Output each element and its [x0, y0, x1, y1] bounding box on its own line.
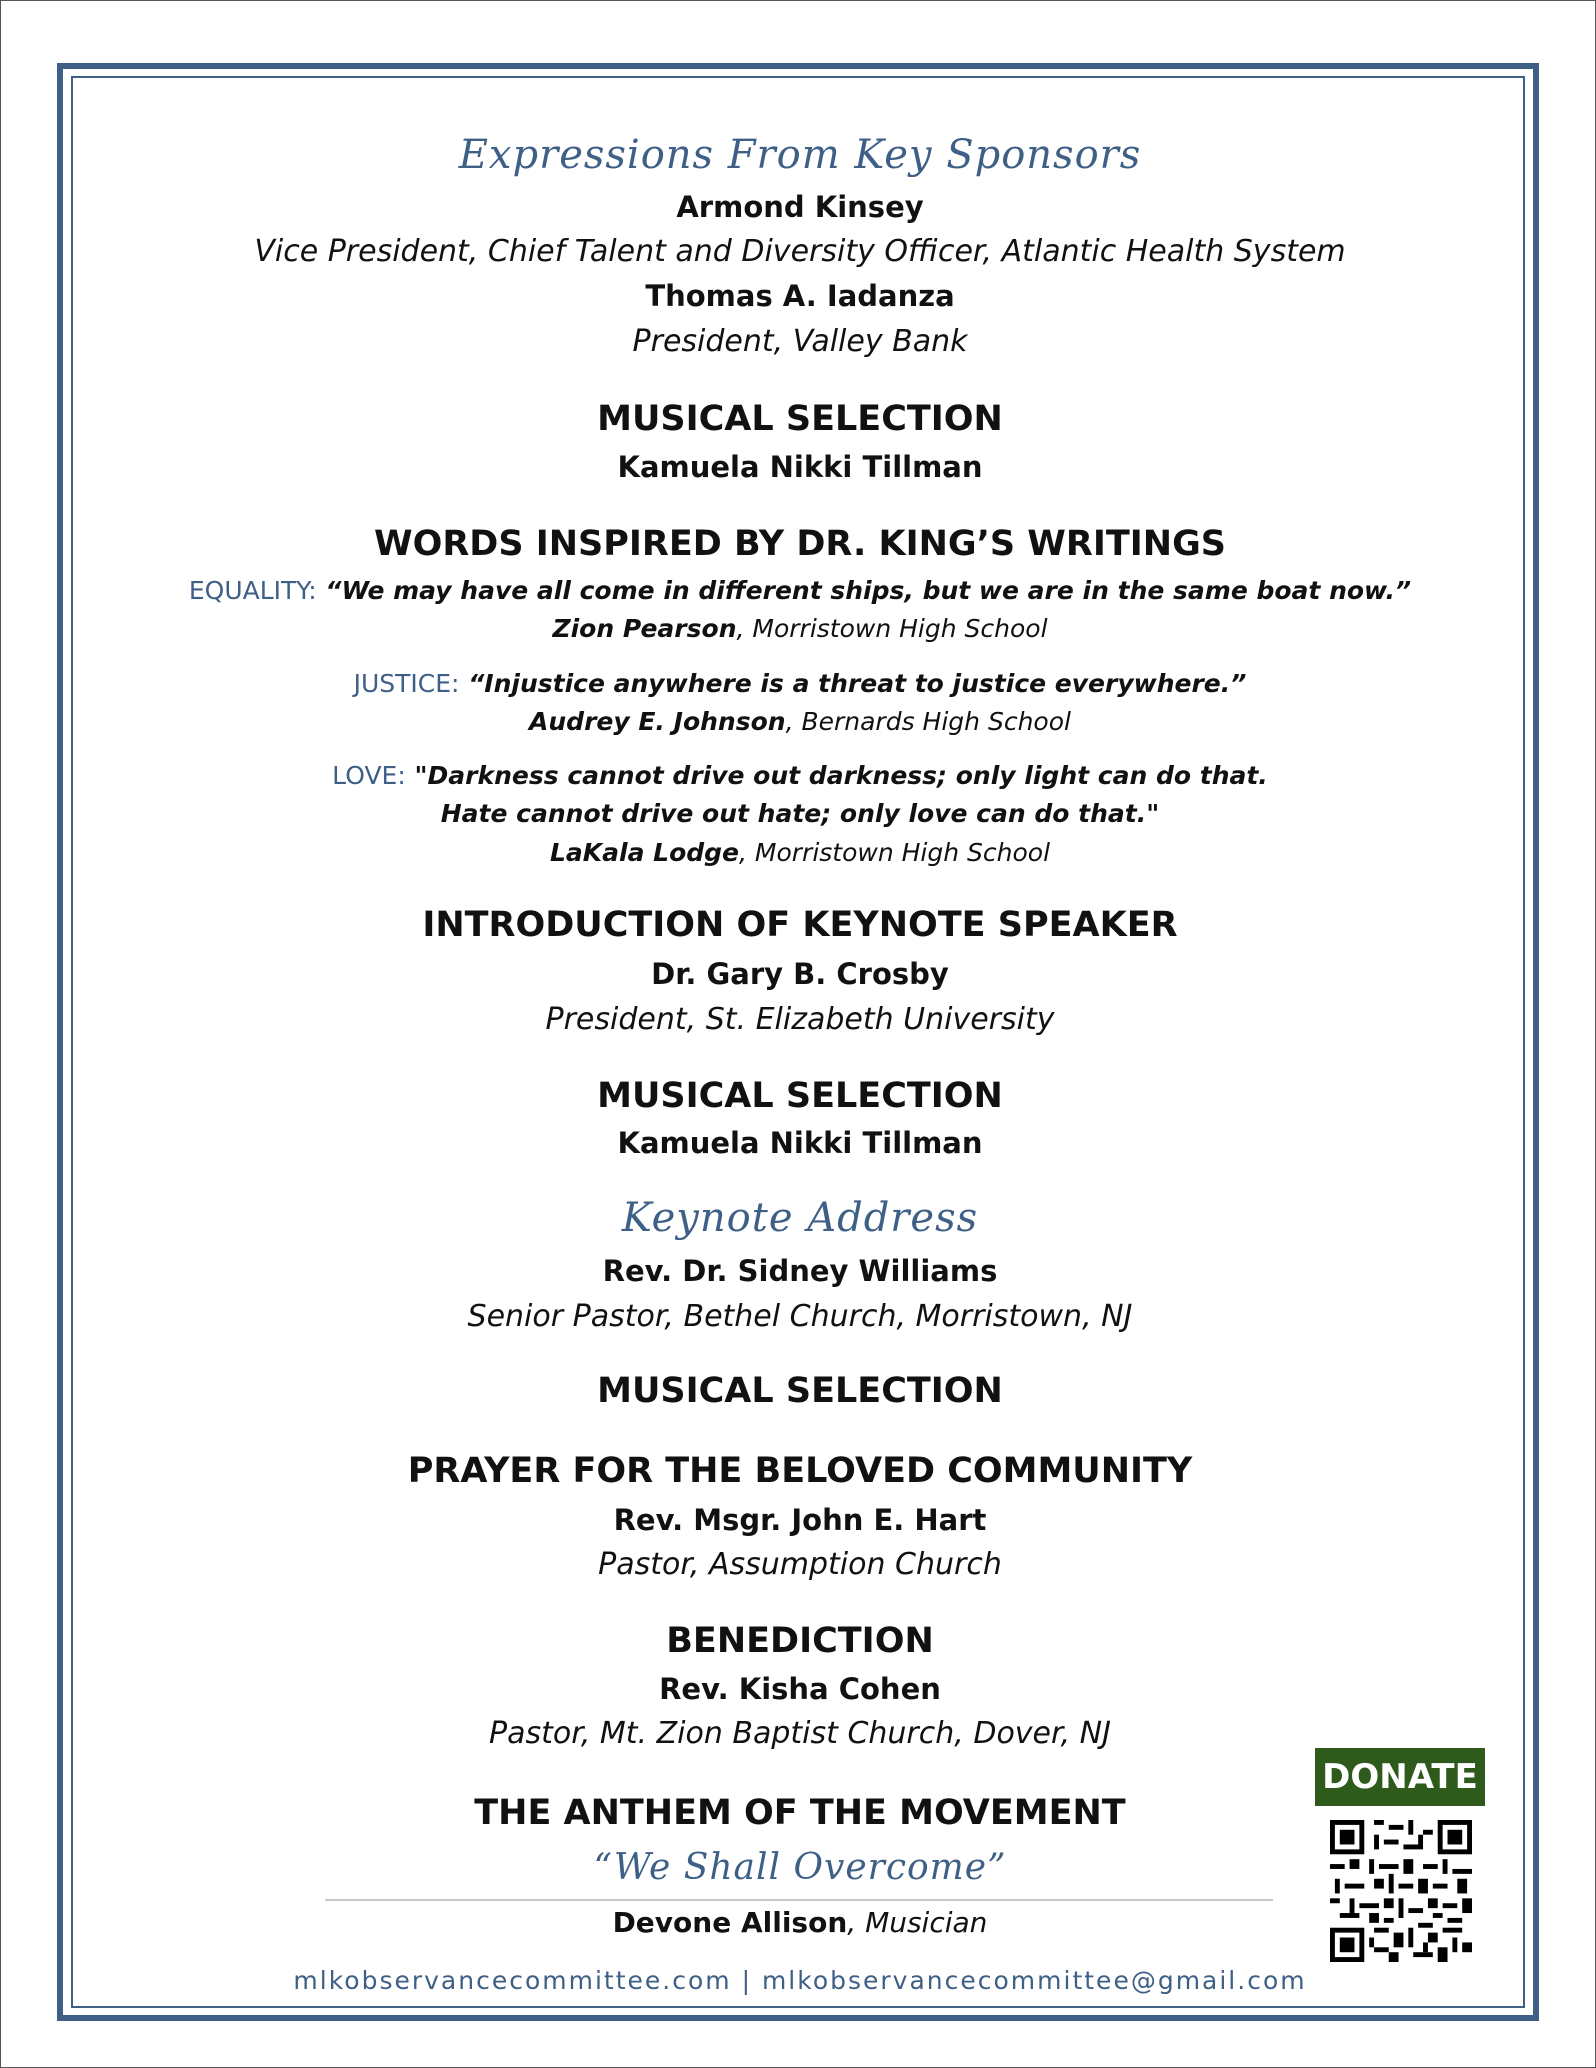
student-name: Zion Pearson: [552, 614, 737, 643]
qr-code-icon[interactable]: [1330, 1820, 1472, 1962]
sponsor-role: President, Valley Bank: [632, 324, 968, 359]
prayer-title: PRAYER FOR THE BELOVED COMMUNITY: [407, 1451, 1193, 1491]
sponsor-name: Armond Kinsey: [676, 190, 924, 224]
equality-quote-line: [100, 577, 1500, 605]
keynote-role: Senior Pastor, Bethel Church, Morristown, NJ: [467, 1299, 1133, 1334]
donate-button[interactable]: DONATE: [1315, 1748, 1485, 1806]
love-quote-1: "Darkness cannot drive out darkness; only light can do that.: [414, 761, 1268, 790]
keynote-name: Rev. Dr. Sidney Williams: [602, 1254, 998, 1288]
student-name: Audrey E. Johnson: [529, 707, 786, 736]
intro-name: Dr. Gary B. Crosby: [651, 957, 949, 991]
words-section-title: WORDS INSPIRED BY DR. KING’S WRITINGS: [373, 524, 1227, 564]
love-label: LOVE:: [332, 761, 406, 790]
benediction-name: Rev. Kisha Cohen: [659, 1672, 941, 1706]
student-name: LaKala Lodge: [549, 838, 739, 867]
sponsors-heading: Expressions From Key Sponsors: [458, 132, 1142, 178]
love-quote-line: [100, 762, 1500, 790]
equality-author: [100, 615, 1500, 643]
student-school: , Morristown High School: [736, 614, 1048, 643]
keynote-heading: Keynote Address: [621, 1195, 979, 1241]
musical-performer: Kamuela Nikki Tillman: [617, 1126, 983, 1160]
student-school: , Bernards High School: [785, 707, 1071, 736]
sponsor-name: Thomas A. Iadanza: [645, 279, 955, 313]
performer-name: Devone Allison: [612, 1906, 848, 1939]
intro-role: President, St. Elizabeth University: [545, 1002, 1055, 1037]
equality-quote: “We may have all come in different ships, but we are in the same boat now.”: [325, 576, 1412, 605]
musical-performer: Kamuela Nikki Tillman: [617, 450, 983, 484]
sponsor-role: Vice President, Chief Talent and Diversity Officer, Atlantic Health System: [254, 234, 1346, 269]
divider: [325, 1899, 1273, 1901]
justice-quote: “Injustice anywhere is a threat to justice everywhere.”: [468, 669, 1247, 698]
love-quote-2: Hate cannot drive out hate; only love can do that.": [440, 799, 1160, 828]
prayer-role: Pastor, Assumption Church: [598, 1547, 1002, 1582]
performer-role: , Musician: [847, 1906, 988, 1939]
footer-contact[interactable]: mlkobservancecommittee.com | mlkobservancecommittee@gmail.com: [293, 1966, 1307, 1995]
prayer-name: Rev. Msgr. John E. Hart: [613, 1503, 987, 1537]
benediction-role: Pastor, Mt. Zion Baptist Church, Dover, NJ: [489, 1716, 1111, 1751]
equality-label: EQUALITY:: [188, 576, 317, 605]
intro-title: INTRODUCTION OF KEYNOTE SPEAKER: [422, 905, 1178, 945]
musical-selection-title: MUSICAL SELECTION: [597, 399, 1003, 439]
love-author: [100, 839, 1500, 867]
student-school: , Morristown High School: [739, 838, 1051, 867]
anthem-song: “We Shall Overcome”: [593, 1847, 1007, 1888]
musical-selection-title: MUSICAL SELECTION: [597, 1076, 1003, 1116]
justice-author: [100, 708, 1500, 736]
anthem-performer: [100, 1908, 1500, 1939]
justice-quote-line: [100, 670, 1500, 698]
benediction-title: BENEDICTION: [666, 1621, 934, 1661]
anthem-title: THE ANTHEM OF THE MOVEMENT: [474, 1793, 1126, 1833]
justice-label: JUSTICE:: [353, 669, 460, 698]
musical-selection-title: MUSICAL SELECTION: [597, 1371, 1003, 1411]
